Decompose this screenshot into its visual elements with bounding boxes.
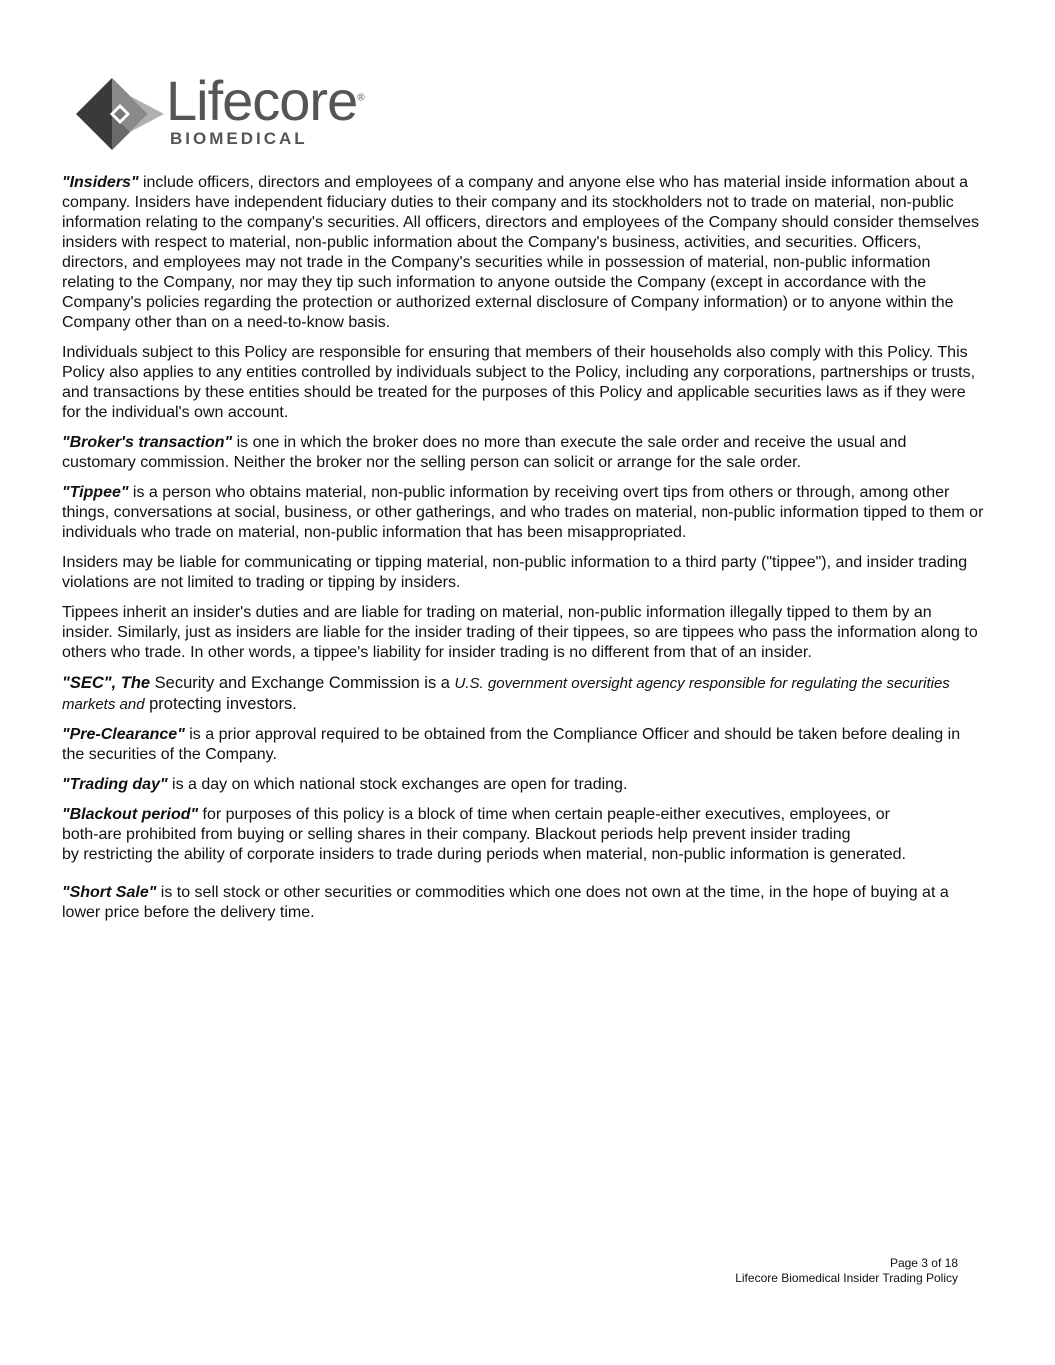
document-title: Lifecore Biomedical Insider Trading Policy: [735, 1271, 958, 1285]
definition-text: Security and Exchange Commission is a: [150, 674, 455, 692]
blackout-definition: [62, 805, 984, 865]
definition-text: is one in which the broker does no more than execute the sale order and receive the usual and customary commission. Neither the broker nor the selling person can solicit or arrange for the sale order.: [62, 434, 907, 471]
page-footer: [735, 1256, 958, 1286]
term: "Insiders": [62, 174, 139, 191]
term: "Broker's transaction": [62, 434, 233, 451]
liable-paragraph: Insiders may be liable for communicating or tipping material, non-public information to a third party ("tippee"), and insider trading violations are not limited to trading or tipping by insiders.: [62, 554, 968, 591]
logo-subtitle: BIOMEDICAL: [170, 129, 308, 148]
page-number: Page 3 of 18: [889, 1256, 958, 1270]
definition-italic: U.S. government oversight agency responsible for regulating the securities markets and: [62, 675, 950, 713]
trading-day-definition: [62, 775, 984, 795]
tippee-definition: [62, 483, 984, 543]
definition-line: both-are prohibited from buying or selling shares in their company. Blackout periods help prevent insider trading: [62, 826, 851, 843]
broker-definition: [62, 433, 984, 473]
insiders-definition: [62, 173, 984, 333]
term: "Trading day": [62, 776, 168, 793]
term: "Pre-Clearance": [62, 726, 185, 743]
households-paragraph: Individuals subject to this Policy are responsible for ensuring that members of their households also comply with this Policy. This Policy also applies to any entities controlled by individuals subject to the Policy, including any corporations, partnerships or trusts, and transactions by these entities should be treated for the purposes of this Policy and applicable securities laws as if they were for the individual's own account.: [62, 344, 976, 421]
term: "SEC", The: [62, 674, 151, 692]
sec-definition: [62, 673, 984, 715]
definition-text: include officers, directors and employees of a company and anyone else who has material inside information about a company. Insiders have independent fiduciary duties to their company and its stockholders not to trade on material, non-public information relating to the company's securities. All officers, directors and employees of the Company should consider themselves insiders with respect to material, non-public information about the Company's business, activities, and securities. Officers, directors, and employees may not trade in the Company's securities while in possession of material, non-public information relating to the Company, nor may they tip such information to anyone outside the Company (except in accordance with the Company's policies regarding the protection or authorized external disclosure of Company information) or to anyone within the Company other than on a need-to-know basis.: [62, 174, 979, 331]
inherit-paragraph: Tippees inherit an insider's duties and are liable for trading on material, non-public information illegally tipped to them by an insider. Similarly, just as insiders are liable for the insider trading of their tippees, so are tippees who pass the information along to others who trade. In other words, a tippee's liability for insider trading is no different from that of an insider.: [62, 604, 978, 661]
definition-text: is a prior approval required to be obtained from the Compliance Officer and should be taken before dealing in the securities of the Company.: [62, 726, 961, 763]
definition-text: is to sell stock or other securities or commodities which one does not own at the time, in the hope of buying at a lower price before the delivery time.: [62, 884, 949, 921]
definition-text: is a day on which national stock exchanges are open for trading.: [167, 776, 628, 793]
preclearance-definition: [62, 725, 984, 765]
logo-wordmark: Lifecore®: [166, 69, 364, 132]
definition-line: by restricting the ability of corporate insiders to trade during periods when material, non-public information is generated.: [62, 846, 906, 863]
definition-line: for purposes of this policy is a block of time when certain peaple-either executives, employees, or: [198, 806, 890, 823]
document-body: [62, 173, 984, 933]
company-logo: [74, 69, 364, 154]
definition-text: is a person who obtains material, non-public information by receiving overt tips from others or through, among other things, conversations at social, business, or other gatherings, and who trades on material, non-public information tipped to them or individuals who trade on material, non-public information that has been misappropriated.: [62, 484, 984, 541]
term: "Tippee": [62, 484, 129, 501]
term: "Blackout period": [62, 806, 199, 823]
definition-text: protecting investors.: [144, 695, 297, 713]
short-sale-definition: [62, 883, 984, 923]
diamond-logo-icon: [74, 74, 166, 154]
term: "Short Sale": [62, 884, 157, 901]
